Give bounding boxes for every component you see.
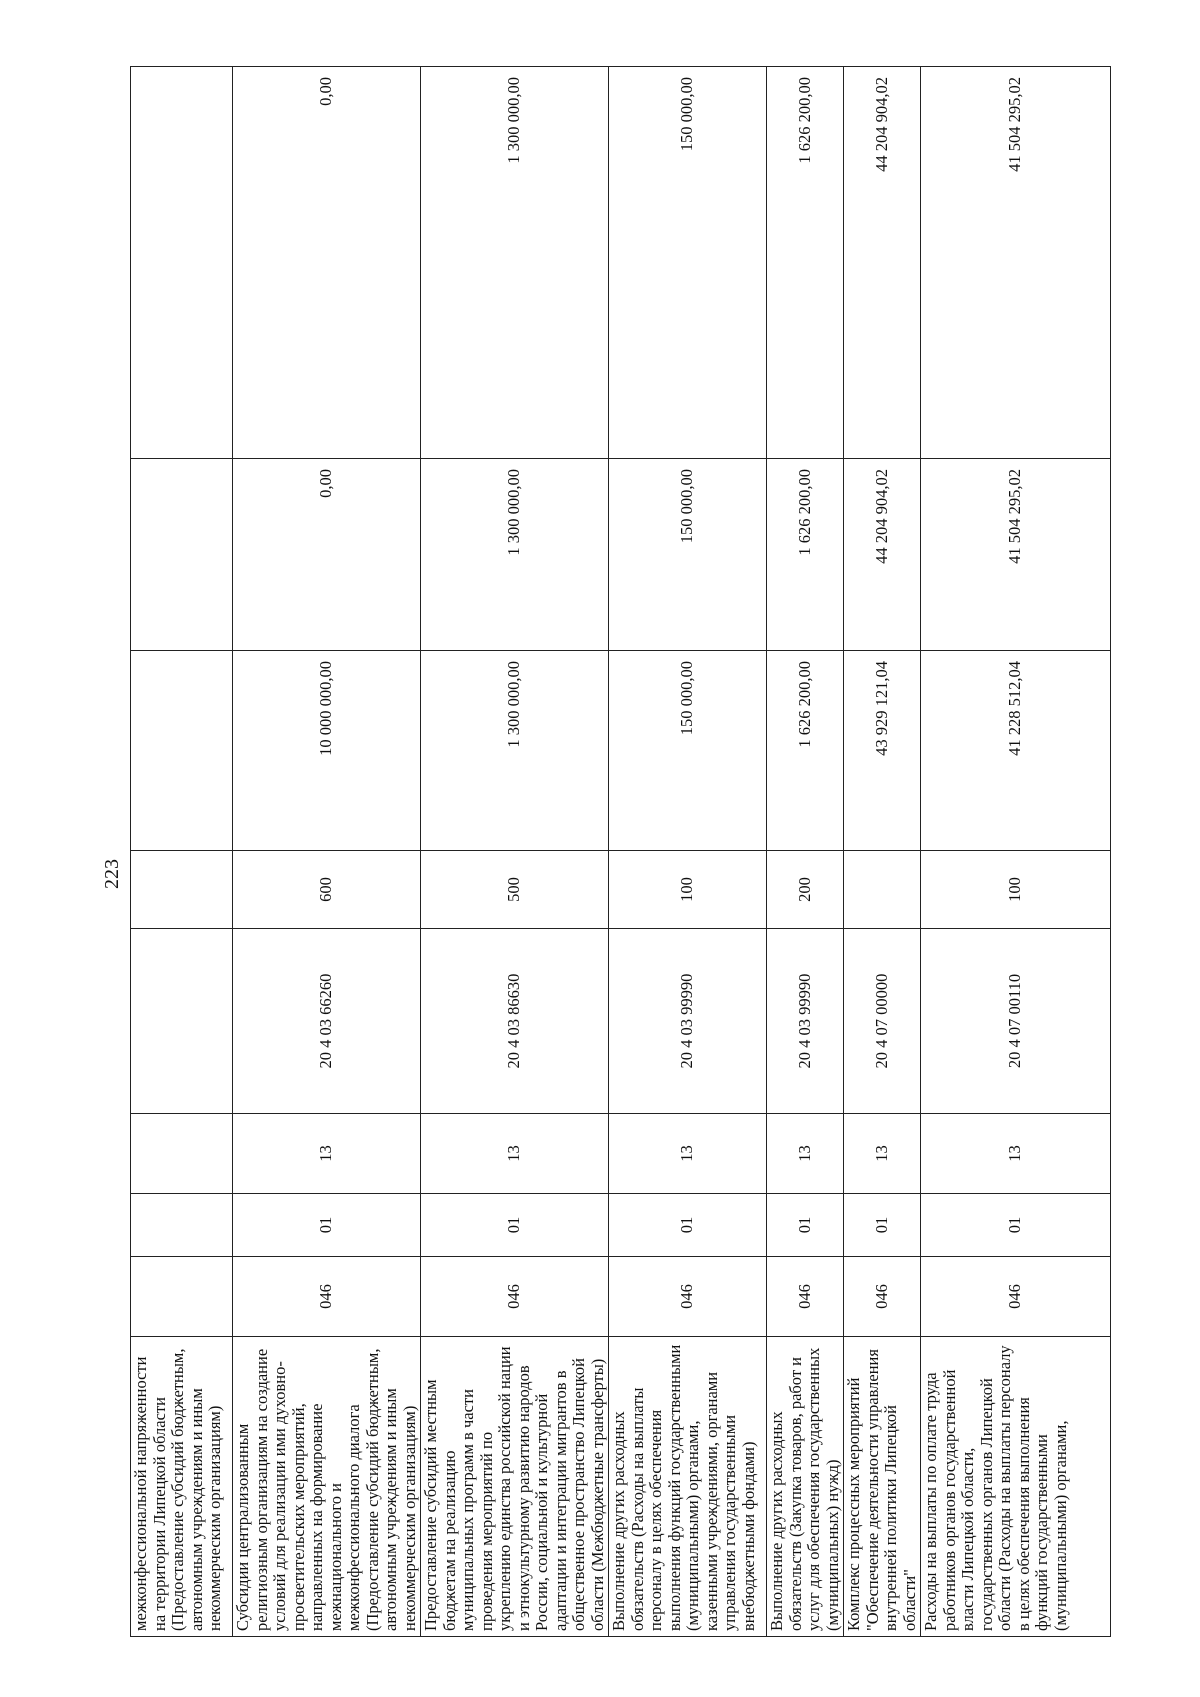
csr-code: 20 4 07 00000 (844, 929, 921, 1114)
pr-code: 13 (609, 1114, 767, 1194)
sum-year-1: 1 626 200,00 (767, 651, 844, 851)
gr-code: 046 (421, 1257, 609, 1337)
csr-code: 20 4 03 86630 (421, 929, 609, 1114)
sum-year-3: 0,00 (233, 67, 421, 459)
vr-code (844, 851, 921, 929)
table-row (421, 67, 609, 1637)
sum-year-2: 44 204 904,02 (844, 459, 921, 651)
sum-year-2: 1 626 200,00 (767, 459, 844, 651)
sum-year-2: 1 300 000,00 (421, 459, 609, 651)
csr-code: 20 4 03 66260 (233, 929, 421, 1114)
sum-year-3: 1 626 200,00 (767, 67, 844, 459)
vr-code: 500 (421, 851, 609, 929)
table-row (131, 67, 233, 1637)
row-description: Субсидии централизованным религиозным организациям на создание условий для реализации ими духовно-просветительских мероприятий, направленных на формирование межнационального и межконфессионального диалога (Предоставление субсидий бюджетным, автономным учреждениям и иным некоммерческим организациям) (233, 1337, 421, 1637)
sum-year-2: 150 000,00 (609, 459, 767, 651)
table-row (233, 67, 421, 1637)
vr-code (131, 851, 233, 929)
vr-code: 100 (609, 851, 767, 929)
sum-year-3: 1 300 000,00 (421, 67, 609, 459)
sum-year-1: 150 000,00 (609, 651, 767, 851)
gr-code: 046 (921, 1257, 1111, 1337)
sum-year-3: 150 000,00 (609, 67, 767, 459)
rz-code: 01 (233, 1194, 421, 1257)
gr-code: 046 (233, 1257, 421, 1337)
sum-year-3: 41 504 295,02 (921, 67, 1111, 459)
gr-code: 046 (609, 1257, 767, 1337)
pr-code (131, 1114, 233, 1194)
rz-code: 01 (921, 1194, 1111, 1257)
rz-code (131, 1194, 233, 1257)
rz-code: 01 (609, 1194, 767, 1257)
table-row (844, 67, 921, 1637)
sum-year-2: 41 504 295,02 (921, 459, 1111, 651)
budget-table-container (130, 67, 1070, 1637)
sum-year-2 (131, 459, 233, 651)
pr-code: 13 (844, 1114, 921, 1194)
sum-year-1: 1 300 000,00 (421, 651, 609, 851)
rz-code: 01 (767, 1194, 844, 1257)
csr-code: 20 4 03 99990 (609, 929, 767, 1114)
table-row (767, 67, 844, 1637)
sum-year-1 (131, 651, 233, 851)
csr-code: 20 4 03 99990 (767, 929, 844, 1114)
table-row (609, 67, 767, 1637)
pr-code: 13 (921, 1114, 1111, 1194)
table-row (921, 67, 1111, 1637)
sum-year-1: 41 228 512,04 (921, 651, 1111, 851)
gr-code: 046 (767, 1257, 844, 1337)
page-number: 223 (101, 859, 123, 889)
sum-year-3 (131, 67, 233, 459)
sum-year-1: 10 000 000,00 (233, 651, 421, 851)
row-description: Выполнение других расходных обязательств (Расходы на выплаты персоналу в целях обеспечения выполнения функций государственными (муниципальными) органами, казенными учреждениями, органами управления государственными внебюджетными фондами) (609, 1337, 767, 1637)
gr-code (131, 1257, 233, 1337)
row-description: Расходы на выплаты по оплате труда работников органов государственной власти Липецкой области, государственных органов Липецкой области (Расходы на выплаты персоналу в целях обеспечения выполнения функций государственными (муниципальными) органами, (921, 1337, 1111, 1637)
budget-table (130, 66, 1111, 1637)
rz-code: 01 (421, 1194, 609, 1257)
row-description: Предоставление субсидий местным бюджетам на реализацию муниципальных программ в части проведения мероприятий по укреплению единства российской нации и этнокультурному развитию народов России, социальной и культурной адаптации и интеграции мигрантов в общественное пространство Липецкой области (Межбюджетные трансферты) (421, 1337, 609, 1637)
sum-year-3: 44 204 904,02 (844, 67, 921, 459)
row-description: Выполнение других расходных обязательств (Закупка товаров, работ и услуг для обеспечения государственных (муниципальных) нужд) (767, 1337, 844, 1637)
sum-year-2: 0,00 (233, 459, 421, 651)
rz-code: 01 (844, 1194, 921, 1257)
gr-code: 046 (844, 1257, 921, 1337)
vr-code: 600 (233, 851, 421, 929)
row-description: межконфессиональной напряженности на территории Липецкой области (Предоставление субсидий бюджетным, автономным учреждениям и иным некоммерческим организациям) (131, 1337, 233, 1637)
csr-code (131, 929, 233, 1114)
pr-code: 13 (421, 1114, 609, 1194)
pr-code: 13 (767, 1114, 844, 1194)
vr-code: 200 (767, 851, 844, 929)
pr-code: 13 (233, 1114, 421, 1194)
vr-code: 100 (921, 851, 1111, 929)
sum-year-1: 43 929 121,04 (844, 651, 921, 851)
csr-code: 20 4 07 00110 (921, 929, 1111, 1114)
row-description: Комплекс процессных мероприятий "Обеспечение деятельности управления внутренней политики Липецкой области" (844, 1337, 921, 1637)
